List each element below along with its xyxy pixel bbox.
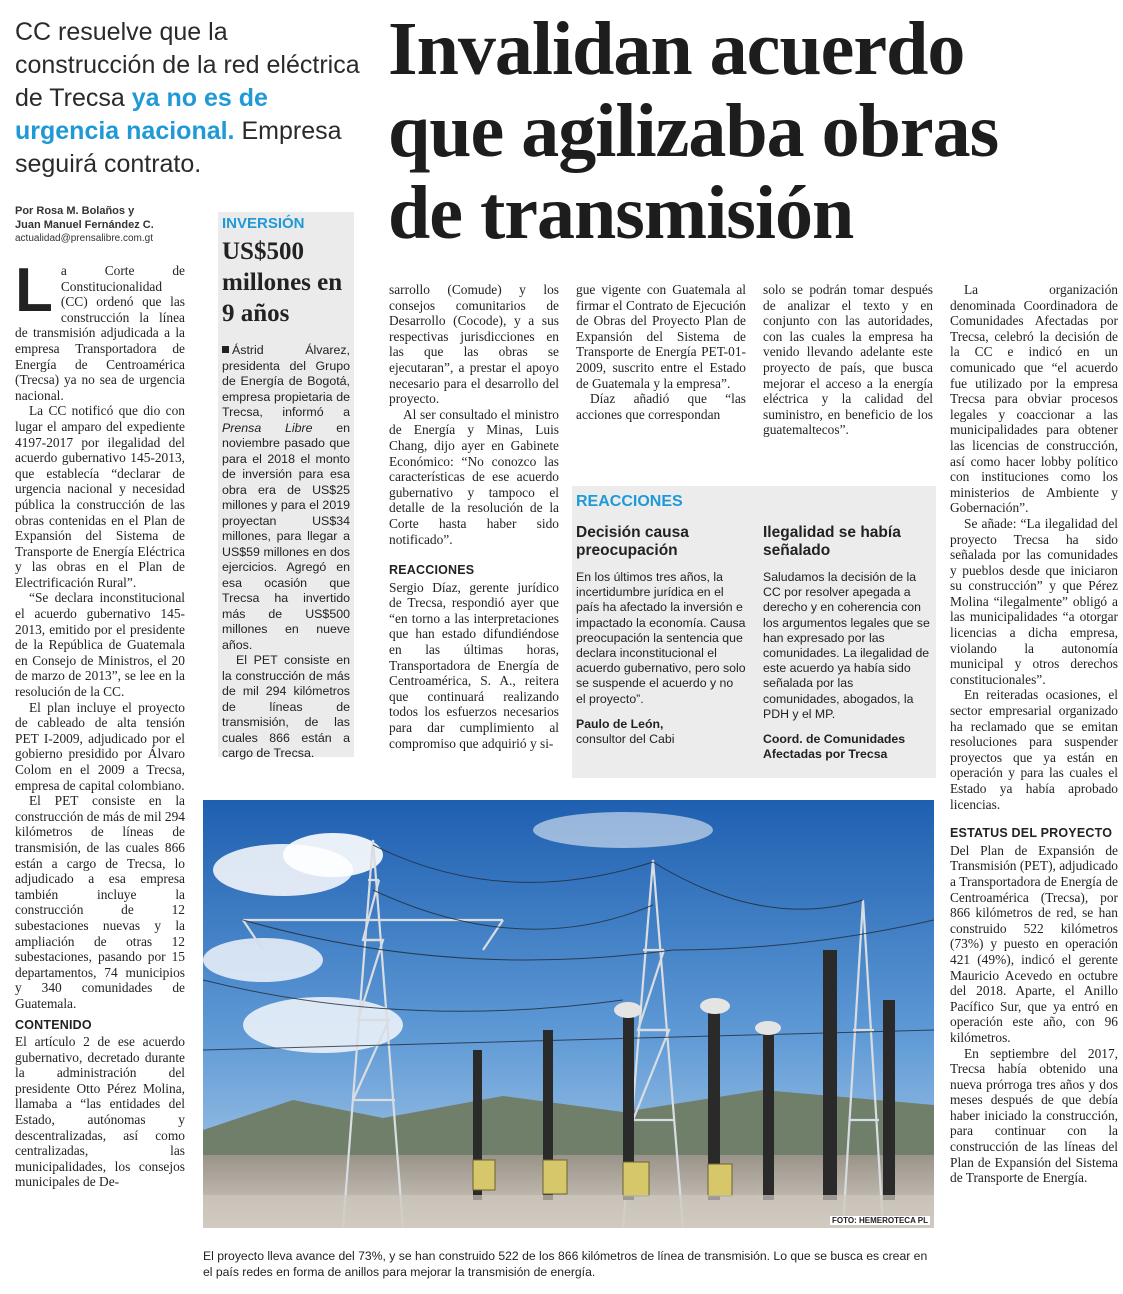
paragraph: El artículo 2 de ese acuerdo gubernativo, decretado durante la administración del presidente Otto Pérez Molina, llamaba a “las entidades del Estado, autónomas y descentralizadas, así como centralizadas, las municipalidades, los consejos municipales de De- xyxy=(15,1034,185,1190)
paragraph: El plan incluye el proyecto de cableado de alta tensión PET I-2009, adjudicado por el gobierno presidido por Álvaro Colom en el 2009 a Trecsa, empresa de capital colombiano. xyxy=(15,699,185,793)
paragraph: Al ser consultado el ministro de Energía y Minas, Luis Chang, dijo ayer en Gabinete Económico: “No conozco las características de ese acuerdo gubernativo y tampoco el detalle de la resolución de la Corte hasta haber sido notificado”. xyxy=(389,406,559,547)
reaction-card-2 xyxy=(763,524,933,762)
paragraph: Del Plan de Expansión de Transmisión (PET), adjudicado a Transportadora de Energía de Centroamérica (Trecsa), por 866 kilómetros de red, se han construido 522 kilómetros (73%) y puesto en operación 421 (49%), indicó el gerente Mauricio Acevedo en octubre del 2018. Aparte, el Anillo Pacífico Sur, que ya entró en operación este año, con 96 kilómetros. xyxy=(950,842,1118,1045)
headline xyxy=(388,8,1123,254)
byline-email: actualidad@prensalibre.com.gt xyxy=(15,233,154,244)
paragraph: sarrollo (Comude) y los consejos comunitarios de Desarrollo (Cocode), y a sus respectivas jurisdicciones en las que las obras se ejecutaran”, a prestar el apoyo necesario para el desarrollo del proyecto. xyxy=(389,282,559,407)
paragraph: Se añade: “La ilegalidad del proyecto Trecsa ha sido señalada por las comunidades y pueblos desde que iniciaron su construcción” y que Pérez Molina “ilegalmente” obligó a las municipalidades “a otorgar licencias a dicha empresa, violando la autonomía municipal y otros derechos constitucionales”. xyxy=(950,515,1118,687)
paragraph: gue vigente con Guatemala al firmar el Contrato de Ejecución de Obras del Proyecto Plan de Expansión del Sistema de Transporte de Energía PET-01-2009, suscrito entre el Estado de Guatemala y la empresa”. xyxy=(576,282,746,391)
paragraph: En septiembre del 2017, Trecsa había obtenido una nueva prórroga tres años y dos meses después de que debía haber iniciado la construcción, para continuar con la construcción de las líneas del Plan de Expansión del Sistema de Transporte de Energía. xyxy=(950,1045,1118,1186)
sidebar-paragraph xyxy=(222,343,350,653)
column-5 xyxy=(763,282,933,452)
photo-caption: El proyecto lleva avance del 73%, y se han construido 522 de los 866 kilómetros de línea de transmisión. Lo que se busca es crear en el país redes en forma de anillos para mejorar la transmisión de energía. xyxy=(203,1249,928,1279)
deck xyxy=(15,16,365,181)
drop-cap: L xyxy=(15,263,53,325)
paragraph: solo se podrán tomar después de analizar el texto y en conjunto con las autoridades, con las cuales la empresa ha venido llevando adelante este proyecto de país, que busca mejorar el acceso a la energía eléctrica y la calidad del suministro, en beneficio de los guatemaltecos”. xyxy=(763,282,933,438)
photo-credit: FOTO: HEMEROTECA PL xyxy=(832,1216,928,1225)
lead-paragraph xyxy=(15,263,185,403)
substation-photo xyxy=(203,800,934,1228)
investment-sidebar xyxy=(218,212,354,760)
deck-text: CC resuelve que la construcción de la red eléctrica de Trecsa xyxy=(15,18,360,112)
lead-text: a Corte de Constitucionalidad (CC) ordenó que las construcción la línea de transmisión adjudicada a la empresa Transportadora de Energía de Centroamérica (Trecsa) ya no sea de urgencia nacional. xyxy=(15,263,185,403)
reaction-title: Ilegalidad se había señalado xyxy=(763,524,901,559)
byline-authors-1: Por Rosa M. Bolaños y xyxy=(15,205,135,217)
sidebar-paragraph: El PET consiste en la construcción de más de mil 294 kilómetros de líneas de transmisión, de las cuales 866 están a cargo de Trecsa. xyxy=(222,653,350,760)
reaction-author-role: consultor del Cabi xyxy=(576,732,675,747)
reactions-label: REACCIONES xyxy=(576,493,683,510)
reaction-quote: Saludamos la decisión de la CC por resolver apegada a derecho y en coherencia con los argumentos legales que se han expresado por las comunidades. La ilegalidad de este acuerdo ya había sido señalada por las comunidades, abogados, la PDH y el MP. xyxy=(763,570,930,721)
paragraph: La CC notificó que dio con lugar el amparo del expediente 4197-2017 por ilegalidad del acuerdo gubernativo 145-2013, que establecía “declarar de urgencia nacional y necesidad pública la construcción de las obras contenidas en el Plan de Expansión del Sistema de Transporte de Energía Eléctrica y las obras en el Plan de Electrificación Rural”. xyxy=(15,403,185,590)
reaction-card-1 xyxy=(576,524,746,747)
bullet-square-icon xyxy=(222,346,229,353)
headline-line-3: de transmisión xyxy=(388,171,854,255)
paragraph: El PET consiste en la construcción de más de mil 294 kilómetros de líneas de transmisión, de las cuales 866 están a cargo de Trecsa, lo adjudicado a esa empresa también incluye la construcción de 12 subestaciones nuevas y la ampliación de otras 12 subestaciones, pasando por 15 departamentos, 74 municipios y 340 comunidades de Guatemala. xyxy=(15,793,185,1011)
sidebar-p1-lead: Ástrid Álvarez, presidenta del Grupo de Energía de Bogotá, empresa propietaria de Trecsa, informó a xyxy=(222,343,350,419)
headline-line-1: Invalidan acuerdo xyxy=(388,7,965,91)
subhead-reacciones: REACCIONES xyxy=(389,563,475,578)
column-4 xyxy=(576,282,746,452)
deck-highlight: ya no es de urgencia nacional. xyxy=(15,84,268,145)
byline xyxy=(15,204,215,246)
paragraph: “Se declara inconstitucional el acuerdo gubernativo 145-2013, emitido por el presidente de la República de Guatemala en Consejo de Ministros, el 20 de marzo de 2013”, se lee en la resolución de la CC. xyxy=(15,590,185,700)
sidebar-body xyxy=(222,343,350,762)
reaction-author: Paulo de León, xyxy=(576,716,664,731)
deck-text-end: Empresa seguirá contrato. xyxy=(15,117,342,178)
headline-line-2: que agilizaba obras xyxy=(388,89,999,173)
column-6 xyxy=(950,282,1118,1282)
reaction-author: Coord. de Comunidades Afectadas por Trecsa xyxy=(763,732,906,762)
reaction-title: Decisión causa preocupación xyxy=(576,524,689,559)
column-1 xyxy=(15,263,185,1283)
publication-name: Prensa Libre xyxy=(222,420,313,435)
paragraph: Díaz añadió que “las acciones que correspondan xyxy=(576,391,746,422)
reaction-quote: En los últimos tres años, la incertidumbre jurídica en el país ha afectado la inversión e impactado la economía. Causa preocupación la sentencia que declara inconstitucional el acuerdo gubernativo, pero solo se suspende el acuerdo y no el proyecto”. xyxy=(576,570,746,706)
photo-illustration xyxy=(203,800,934,1228)
byline-authors-2: Juan Manuel Fernández C. xyxy=(15,219,154,231)
paragraph: En reiteradas ocasiones, el sector empresarial organizado ha reclamado que se emitan resoluciones para suspender proyectos que ya están en operación y para las cuales el Estado ya había aprobado licencias. xyxy=(950,687,1118,812)
subhead-contenido: CONTENIDO xyxy=(15,1017,92,1032)
sidebar-title: US$500 millones en 9 años xyxy=(222,238,343,327)
paragraph: Sergio Díaz, gerente jurídico de Trecsa, respondió ayer que “en torno a las interpretaciones que han estado difundiéndose en las últimas horas, Transportadora de Energía de Centroamérica, S. A., reitera que continuará realizando todos los esfuerzos necesarios para dar cumplimiento al compromiso que adquirió y si- xyxy=(389,579,559,751)
sidebar-p1-rest: en noviembre pasado que para el 2018 el monto de inversión para esa obra era de US$25 millones y para el 2019 proyectan US$34 millones, para llegar a US$59 millones en dos ejercicios. Agregó en esa ocasión que Trecsa ha invertido más de US$500 millones en nueve años. xyxy=(222,420,350,652)
sidebar-label: INVERSIÓN xyxy=(222,215,305,232)
column-3 xyxy=(389,282,559,772)
subhead-estatus: ESTATUS DEL PROYECTO xyxy=(950,826,1113,841)
paragraph: La organización denominada Coordinadora de Comunidades Afectadas por Trecsa, celebró la decisión de la CC e indicó en un comunicado que “el acuerdo fue utilizado por la empresa Trecsa para obviar procesos legales y coaccionar a las municipalidades para obtener las licencias de construcción, así como hacer lobby político con instituciones como los ministerios de Ambiente y Gobernación”. xyxy=(950,282,1118,516)
